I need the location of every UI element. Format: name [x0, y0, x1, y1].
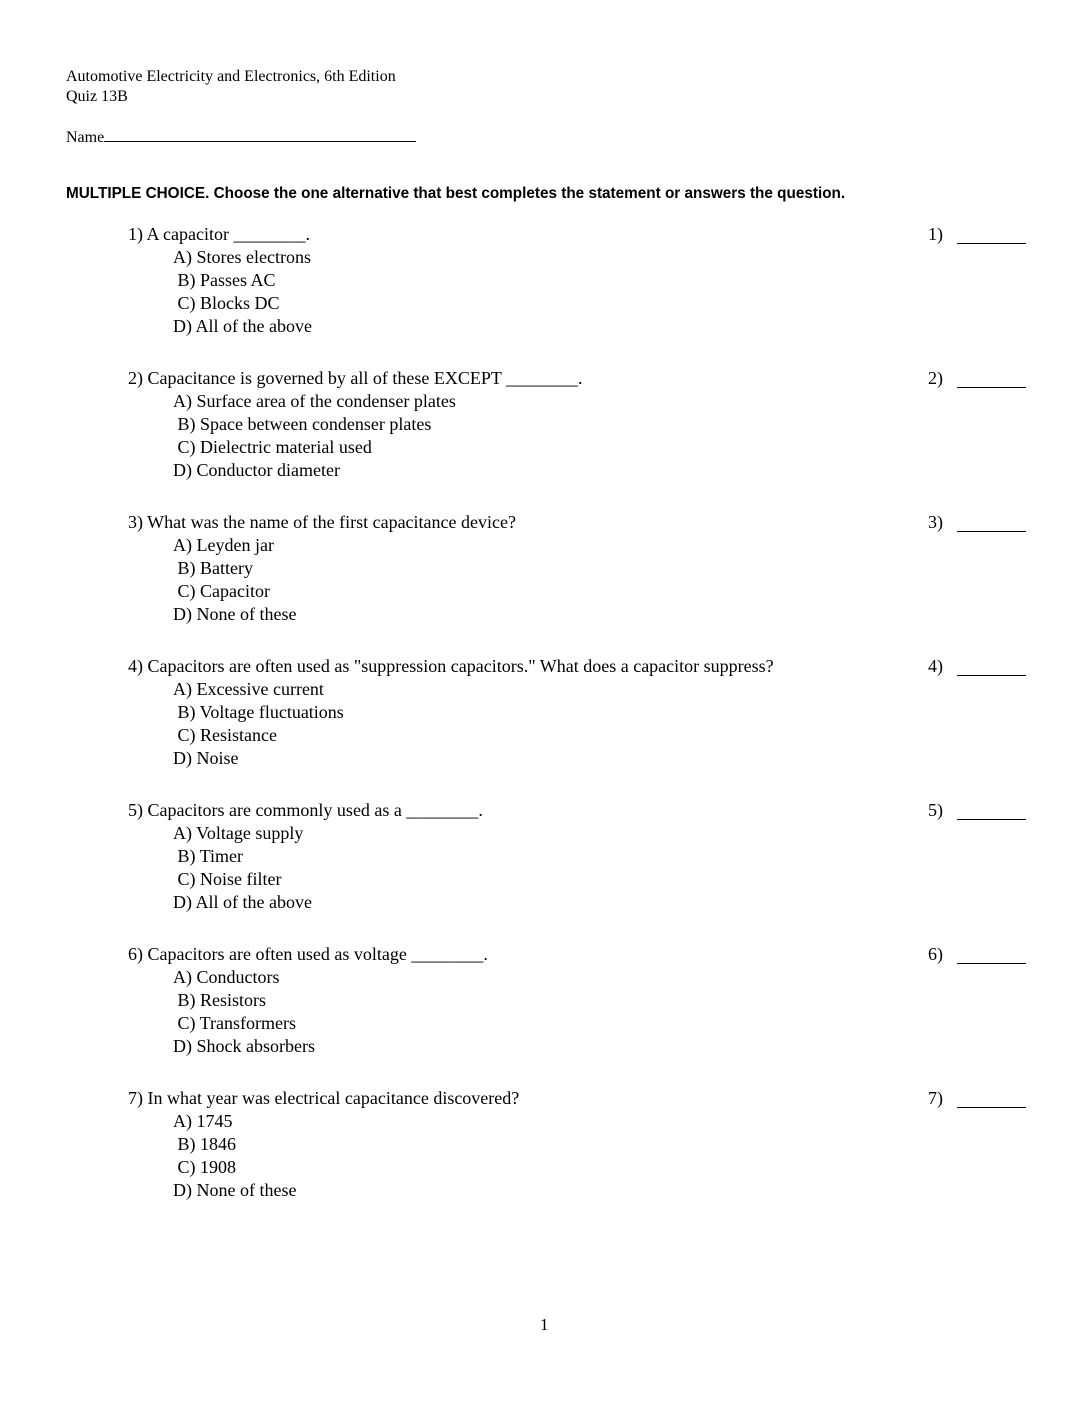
answer-option: A) Conductors [173, 967, 280, 987]
section-instructions: MULTIPLE CHOICE. Choose the one alternative that best completes the statement or answers the question. [66, 185, 846, 202]
answer-option: B) Voltage fluctuations [173, 702, 344, 722]
answer-option: D) Noise [173, 748, 239, 768]
answer-blank-line [957, 1107, 1026, 1108]
question-text: 5) Capacitors are commonly used as a ________. [128, 800, 483, 820]
answer-option: A) 1745 [173, 1111, 233, 1131]
answer-option: B) 1846 [173, 1134, 236, 1154]
answer-option: B) Timer [173, 846, 244, 866]
name-field [66, 125, 416, 148]
answer-number: 2) [928, 368, 943, 388]
question-text: 4) Capacitors are often used as "suppression capacitors." What does a capacitor suppress? [128, 656, 774, 676]
answer-option: A) Stores electrons [173, 247, 311, 267]
question-text: 6) Capacitors are often used as voltage ________. [128, 944, 488, 964]
answer-number: 7) [928, 1088, 943, 1108]
answer-blank-line [957, 819, 1026, 820]
page-number: 1 [540, 1315, 549, 1334]
answer-option: C) Capacitor [173, 581, 270, 601]
answer-option: D) Shock absorbers [173, 1036, 315, 1056]
question-item [0, 943, 1088, 1073]
answer-blank-line [957, 675, 1026, 676]
course-title: Automotive Electricity and Electronics, 6th Edition [66, 68, 396, 85]
answer-number: 1) [928, 224, 943, 244]
answer-option: C) Transformers [173, 1013, 297, 1033]
question-item [0, 223, 1088, 353]
question-text: 2) Capacitance is governed by all of these EXCEPT ________. [128, 368, 583, 388]
answer-option: D) None of these [173, 1180, 297, 1200]
answer-option: B) Resistors [173, 990, 267, 1010]
answer-option: A) Surface area of the condenser plates [173, 391, 456, 411]
answer-option: B) Space between condenser plates [173, 414, 432, 434]
answer-blank-line [957, 963, 1026, 964]
answer-number: 4) [928, 656, 943, 676]
answer-option: A) Voltage supply [173, 823, 304, 843]
question-item [0, 511, 1088, 641]
quiz-title: Quiz 13B [66, 88, 128, 105]
answer-number: 6) [928, 944, 943, 964]
question-item [0, 1087, 1088, 1217]
answer-option: D) All of the above [173, 316, 312, 336]
answer-option: C) Blocks DC [173, 293, 280, 313]
question-text: 3) What was the name of the first capacitance device? [128, 512, 516, 532]
name-blank-line [104, 125, 416, 142]
answer-option: C) 1908 [173, 1157, 236, 1177]
answer-option: A) Leyden jar [173, 535, 274, 555]
answer-number: 3) [928, 512, 943, 532]
answer-option: D) None of these [173, 604, 297, 624]
answer-option: B) Battery [173, 558, 253, 578]
answer-number: 5) [928, 800, 943, 820]
answer-option: B) Passes AC [173, 270, 276, 290]
question-text: 7) In what year was electrical capacitance discovered? [128, 1088, 520, 1108]
answer-option: C) Noise filter [173, 869, 282, 889]
answer-option: D) All of the above [173, 892, 312, 912]
question-item [0, 655, 1088, 785]
question-item [0, 799, 1088, 929]
answer-blank-line [957, 531, 1026, 532]
answer-blank-line [957, 243, 1026, 244]
question-text: 1) A capacitor ________. [128, 224, 310, 244]
question-item [0, 367, 1088, 497]
answer-option: C) Resistance [173, 725, 277, 745]
answer-option: D) Conductor diameter [173, 460, 340, 480]
name-label: Name [66, 129, 105, 146]
answer-option: A) Excessive current [173, 679, 324, 699]
answer-blank-line [957, 387, 1026, 388]
answer-option: C) Dielectric material used [173, 437, 372, 457]
